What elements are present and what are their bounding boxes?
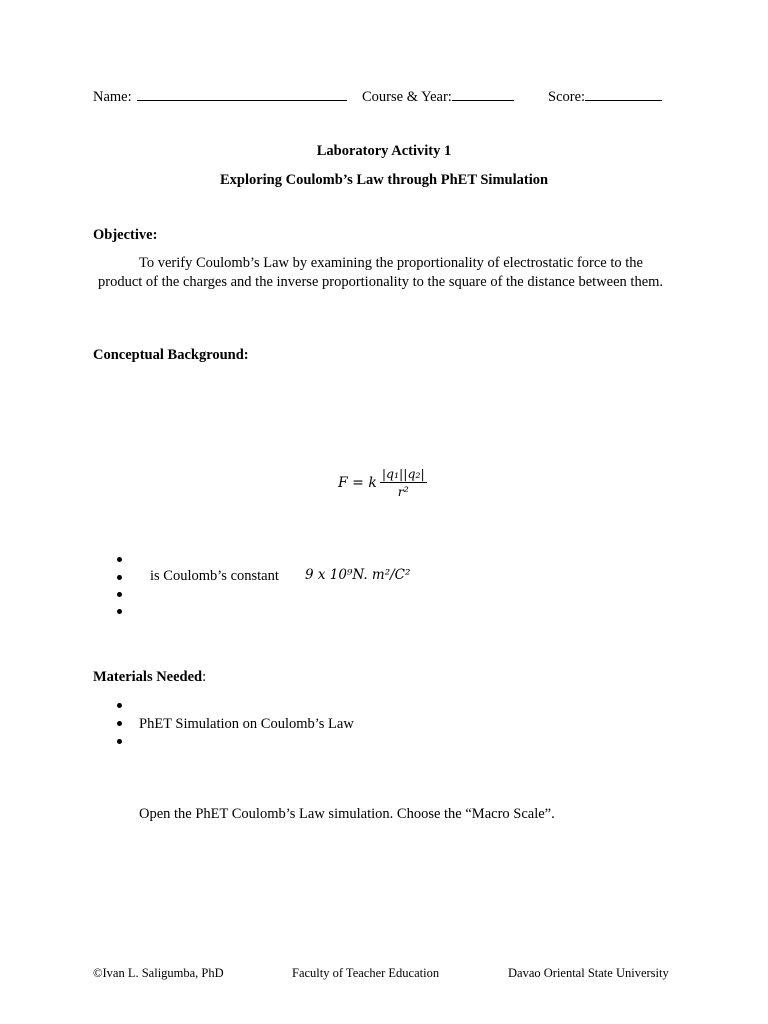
- bullet-dot: [117, 575, 122, 580]
- bullet-dot: [117, 739, 122, 744]
- formula-numerator: |q₁||q₂|: [381, 466, 425, 481]
- activity-subtitle: Exploring Coulomb’s Law through PhET Simulation: [219, 172, 549, 188]
- score-label: Score:: [548, 89, 586, 105]
- procedure-text: Open the PhET Coulomb’s Law simulation. Choose the “Macro Scale”.: [139, 806, 555, 822]
- footer-university: Davao Oriental State University: [508, 966, 669, 980]
- bullet-dot: [117, 592, 122, 597]
- course-year-blank[interactable]: [452, 88, 514, 101]
- formula-denominator: r²: [397, 484, 409, 499]
- bullet-dot: [117, 703, 122, 708]
- footer-author: ©Ivan L. Saligumba, PhD: [93, 966, 224, 980]
- formula-fraction: [380, 466, 427, 499]
- coulomb-constant-value: 9 x 10⁹N. m²/C²: [305, 567, 411, 583]
- score-blank[interactable]: [585, 88, 662, 101]
- score-field[interactable]: [548, 88, 662, 106]
- course-year-label: Course & Year:: [362, 89, 452, 105]
- objective-heading: Objective:: [93, 227, 158, 243]
- coulomb-formula: [338, 466, 427, 499]
- course-year-field[interactable]: [362, 88, 514, 106]
- background-heading: Conceptual Background:: [93, 347, 249, 363]
- materials-item-phet: PhET Simulation on Coulomb’s Law: [139, 716, 354, 732]
- objective-text: To verify Coulomb’s Law by examining the proportionality of electrostatic force to the product of the charges and the inverse proportionality to the square of the distance between them.: [98, 255, 664, 290]
- bullet-dot: [117, 721, 122, 726]
- formula-lhs: F = k: [338, 474, 377, 491]
- footer-faculty: Faculty of Teacher Education: [292, 966, 440, 980]
- name-label: Name:: [93, 89, 132, 105]
- bullet-dot: [117, 609, 122, 614]
- materials-heading: Materials Needed:: [93, 669, 207, 685]
- bullet-dot: [117, 557, 122, 562]
- name-field[interactable]: [93, 88, 347, 106]
- coulomb-constant-description: is Coulomb’s constant: [150, 568, 279, 584]
- name-blank[interactable]: [137, 88, 347, 101]
- activity-title: Laboratory Activity 1: [316, 143, 452, 159]
